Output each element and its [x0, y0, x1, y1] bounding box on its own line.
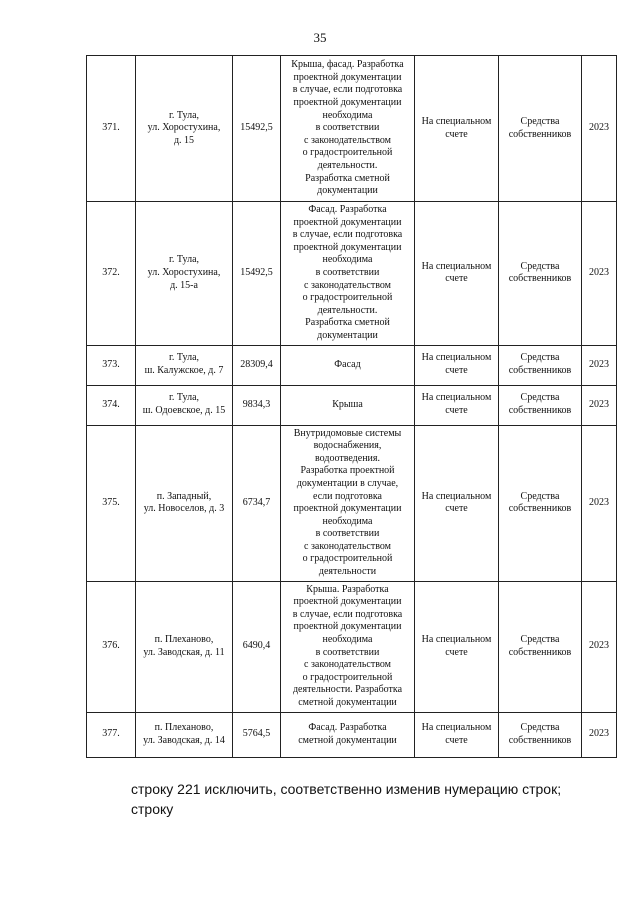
address-cell: п. Плеханово, ул. Заводская, д. 14	[136, 712, 233, 757]
work-type-cell: Фасад	[281, 345, 415, 385]
work-type-cell: Крыша, фасад. Разработка проектной документации в случае, если подготовка проектной документации необходима в соответствии с законодательством о градостроительной деятельности. Разработка сметной документации	[281, 56, 415, 202]
row-number: 371.	[87, 56, 136, 202]
area-cell: 6490,4	[233, 581, 281, 712]
area-cell: 6734,7	[233, 425, 281, 581]
year-cell: 2023	[582, 425, 617, 581]
funding-source-cell: Средства собственников	[499, 425, 582, 581]
row-number: 373.	[87, 345, 136, 385]
area-cell: 9834,3	[233, 385, 281, 425]
work-type-cell: Фасад. Разработка сметной документации	[281, 712, 415, 757]
account-cell: На специальном счете	[415, 425, 499, 581]
address-cell: г. Тула, ул. Хоростухина, д. 15-а	[136, 202, 233, 346]
row-number: 376.	[87, 581, 136, 712]
table-row	[87, 202, 617, 346]
area-cell: 5764,5	[233, 712, 281, 757]
account-cell: На специальном счете	[415, 581, 499, 712]
table-row	[87, 345, 617, 385]
funding-source-cell: Средства собственников	[499, 385, 582, 425]
work-type-cell: Внутридомовые системы водоснабжения, водоотведения. Разработка проектной документации в случае, если подготовка проектной документации необходима в соответствии с законодательством о градостроительной деятельности	[281, 425, 415, 581]
account-cell: На специальном счете	[415, 56, 499, 202]
account-cell: На специальном счете	[415, 202, 499, 346]
row-number: 377.	[87, 712, 136, 757]
area-cell: 15492,5	[233, 202, 281, 346]
funding-source-cell: Средства собственников	[499, 202, 582, 346]
year-cell: 2023	[582, 712, 617, 757]
address-cell: г. Тула, ш. Одоевское, д. 15	[136, 385, 233, 425]
address-cell: п. Плеханово, ул. Заводская, д. 11	[136, 581, 233, 712]
funding-source-cell: Средства собственников	[499, 712, 582, 757]
year-cell: 2023	[582, 202, 617, 346]
year-cell: 2023	[582, 345, 617, 385]
area-cell: 28309,4	[233, 345, 281, 385]
year-cell: 2023	[582, 385, 617, 425]
table-row	[87, 425, 617, 581]
funding-source-cell: Средства собственников	[499, 56, 582, 202]
work-type-cell: Крыша. Разработка проектной документации в случае, если подготовка проектной документации необходима в соответствии с законодательством о градостроительной деятельности. Разработка сметной документации	[281, 581, 415, 712]
address-cell: г. Тула, ш. Калужское, д. 7	[136, 345, 233, 385]
year-cell: 2023	[582, 56, 617, 202]
table-row	[87, 56, 617, 202]
amendment-line: строку 221 исключить, соответственно изменив нумерацию строк;	[131, 781, 562, 797]
account-cell: На специальном счете	[415, 385, 499, 425]
page-number: 35	[313, 30, 327, 45]
address-cell: п. Западный, ул. Новоселов, д. 3	[136, 425, 233, 581]
amendment-line: строку	[131, 801, 174, 817]
program-table	[86, 55, 617, 758]
address-cell: г. Тула, ул. Хоростухина, д. 15	[136, 56, 233, 202]
amendment-text	[131, 779, 601, 819]
funding-source-cell: Средства собственников	[499, 345, 582, 385]
table-row	[87, 385, 617, 425]
funding-source-cell: Средства собственников	[499, 581, 582, 712]
work-type-cell: Фасад. Разработка проектной документации в случае, если подготовка проектной документации необходима в соответствии с законодательством о градостроительной деятельности. Разработка сметной документации	[281, 202, 415, 346]
area-cell: 15492,5	[233, 56, 281, 202]
account-cell: На специальном счете	[415, 345, 499, 385]
row-number: 374.	[87, 385, 136, 425]
work-type-cell: Крыша	[281, 385, 415, 425]
year-cell: 2023	[582, 581, 617, 712]
table-row	[87, 712, 617, 757]
account-cell: На специальном счете	[415, 712, 499, 757]
table-row	[87, 581, 617, 712]
row-number: 375.	[87, 425, 136, 581]
row-number: 372.	[87, 202, 136, 346]
